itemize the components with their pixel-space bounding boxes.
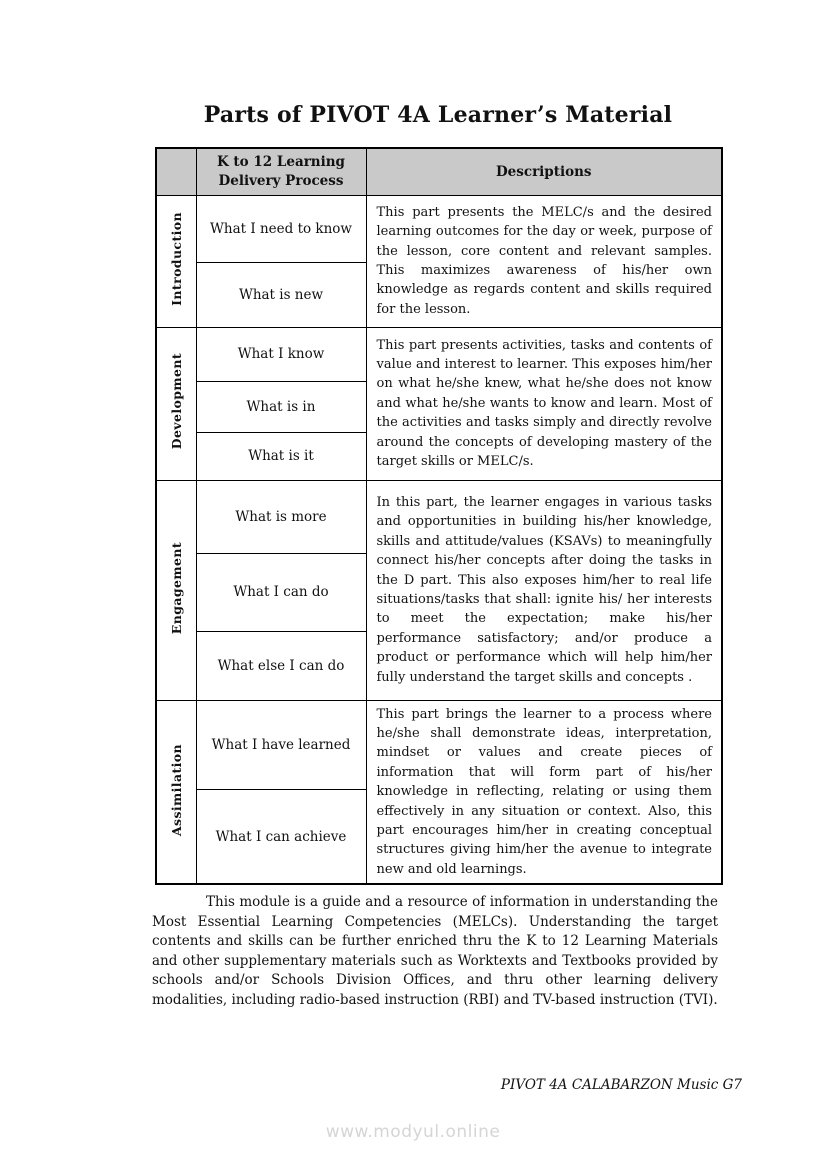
stage-label-engagement: Engagement [168, 541, 184, 635]
description-cell-assimilation: This part brings the learner to a process where he/she shall demonstrate ideas, interpretation, mindset or values and create pieces of information that will form part of his/her knowledge in reflecting, relating or using them effectively in any situation or context. Also, this part encourages him/her in creating conceptual structures giving him/her the avenue to integrate new and old learnings. [366, 700, 722, 884]
table-row [156, 480, 722, 553]
stage-cell-development [156, 327, 196, 480]
description-cell-engagement: In this part, the learner engages in various tasks and opportunities in building his/her knowledge, skills and attitude/values (KSAVs) to meaningfully connect his/her concepts after doing the tasks in the D part. This also exposes him/her to real life situations/tasks that shall: ignite his/ her interests to meet the expectation; make his/her performance satisfactory; and/or produce a product or performance which will help him/her fully understand the target skills and concepts . [366, 480, 722, 700]
process-cell: What I can achieve [196, 789, 366, 884]
description-cell-development: This part presents activities, tasks and contents of value and interest to learner. This exposes him/her on what he/she knew, what he/she does not know and what he/she wants to know and learn. Most of the activities and tasks simply and directly revolve around the concepts of developing mastery of the target skills or MELC/s. [366, 327, 722, 480]
table-header-row [156, 148, 722, 195]
header-corner-cell [156, 148, 196, 195]
stage-cell-engagement [156, 480, 196, 700]
process-cell: What is more [196, 480, 366, 553]
process-cell: What is in [196, 381, 366, 432]
process-cell: What is new [196, 262, 366, 327]
page-footer: PIVOT 4A CALABARZON Music G7 [500, 1077, 742, 1093]
table-row [156, 195, 722, 262]
header-descriptions: Descriptions [366, 148, 722, 195]
stage-cell-introduction [156, 195, 196, 327]
process-cell: What is it [196, 432, 366, 480]
process-cell: What I know [196, 327, 366, 381]
process-cell: What I have learned [196, 700, 366, 789]
page-title: Parts of PIVOT 4A Learner’s Material [203, 102, 673, 128]
stage-label-assimilation: Assimilation [168, 743, 184, 836]
table-row [156, 327, 722, 381]
description-cell-introduction: This part presents the MELC/s and the desired learning outcomes for the day or week, purpose of the lesson, core content and relevant samples. This maximizes awareness of his/her own knowledge as regards content and skills required for the lesson. [366, 195, 722, 327]
header-process: K to 12 Learning Delivery Process [196, 148, 366, 195]
pivot-parts-table [155, 147, 723, 885]
watermark-text: www.modyul.online [325, 1122, 501, 1142]
process-cell: What I can do [196, 553, 366, 631]
stage-label-development: Development [168, 353, 184, 450]
table-row [156, 700, 722, 789]
stage-label-introduction: Introduction [168, 212, 184, 306]
module-summary-paragraph: This module is a guide and a resource of information in understanding the Most Essential Learning Competencies (MELCs). Understanding the target contents and skills can be further enriched thru the K to 12 Learning Materials and other supplementary materials such as Worktexts and Textbooks provided by schools and/or Schools Division Offices, and thru other learning delivery modalities, including radio-based instruction (RBI) and TV-based instruction (TVI). [152, 894, 718, 1008]
process-cell: What I need to know [196, 195, 366, 262]
stage-cell-assimilation [156, 700, 196, 884]
process-cell: What else I can do [196, 631, 366, 700]
